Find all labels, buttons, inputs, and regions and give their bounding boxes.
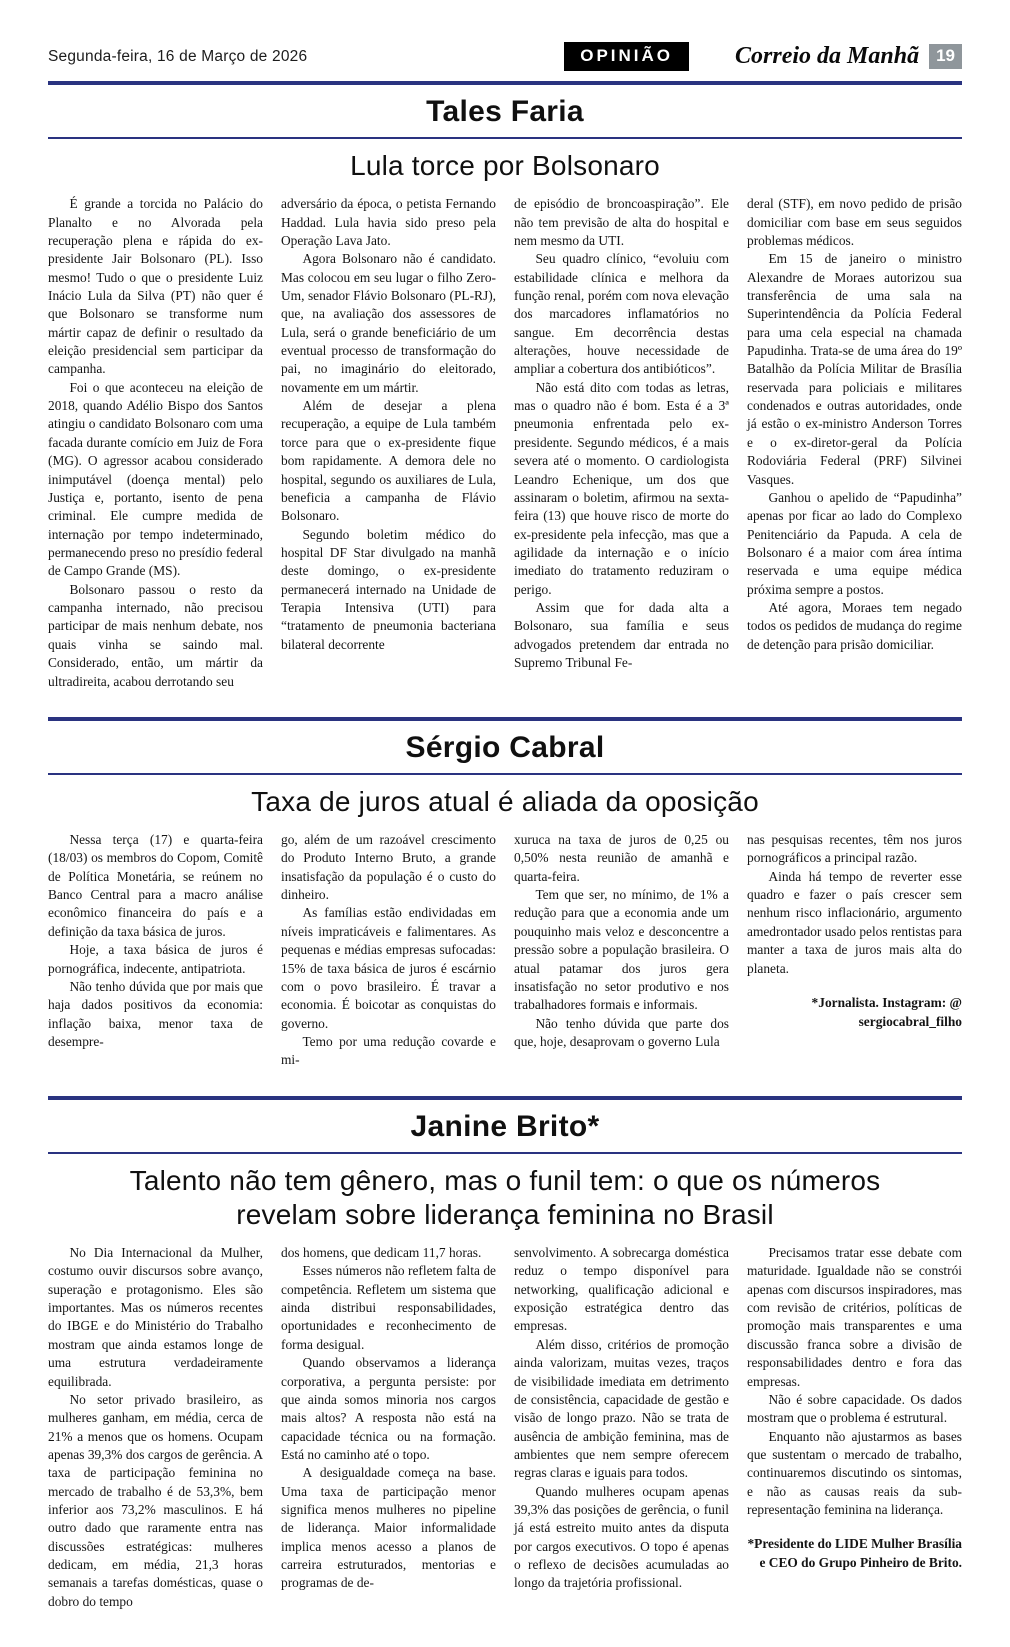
column-3 xyxy=(514,1244,729,1611)
article-author: Janine Brito* xyxy=(410,1109,600,1143)
article-byline: *Presidente do LIDE Mulher Brasília e CEO do Grupo Pinheiro de Brito. xyxy=(747,1536,962,1571)
masthead: Correio da Manhã xyxy=(735,43,920,69)
paragraph: Ainda há tempo de reverter esse quadro e fazer o país crescer sem nenhum risco inflacionário, argumento amedrontador usado pelos rentistas para manter a taxa de juros mais alta do planeta. xyxy=(747,868,962,976)
column-2 xyxy=(281,831,496,1070)
article-sergio-cabral xyxy=(48,717,962,1070)
divider-thick xyxy=(48,717,962,721)
paragraph: senvolvimento. A sobrecarga doméstica reduz o tempo disponível para networking, qualificação adicional e exposição estratégica dentro das empresas. xyxy=(514,1245,729,1334)
article-byline: *Jornalista. Instagram: @ sergiocabral_filho xyxy=(811,994,962,1029)
article-columns xyxy=(48,1244,962,1611)
paragraph: Foi o que aconteceu na eleição de 2018, quando Adélio Bispo dos Santos atingiu o candidato Bolsonaro com uma facada durante comício em Juiz de Fora (MG). O agressor acabou considerado inimputável (doença mental) pelo Justiça e, portanto, isento de pena criminal. Ele cumpre medida de internação por tempo indeterminado, permanecendo preso no presídio federal de Campo Grande (MS). xyxy=(48,379,263,579)
paragraph: Ganhou o apelido de “Papudinha” apenas por ficar ao lado do Complexo Penitenciário da Papuda. A cela de Bolsonaro é a maior com área íntima reservada e uma equipe médica próxima sempre a postos. xyxy=(747,489,962,597)
column-1 xyxy=(48,1244,263,1611)
paragraph: Quando mulheres ocupam apenas 39,3% das posições de gerência, o funil já está estreito muito antes da disputa por cargos executivos. O topo é apenas o reflexo de decisões acumuladas ao longo da trajetória profissional. xyxy=(514,1483,729,1591)
paragraph: É grande a torcida no Palácio do Planalto e no Alvorada pela recuperação plena e rápida do ex-presidente Jair Bolsonaro (PL). Isso mesmo! Tudo o que o presidente Luiz Inácio Lula da Silva (PT) não quer é que Bolsonaro se transforme num mártir capaz de definir o resultado da eleição presidencial sem participar da campanha. xyxy=(48,196,263,377)
paragraph: No setor privado brasileiro, as mulheres ganham, em média, cerca de 21% a menos que os homens. Ocupam apenas 39,3% dos cargos de gerência. A taxa de participação feminina no mercado de trabalho é de 53,3%, bem inferior aos 73,2% masculinos. E há outro dado que raramente entra nas discussões estratégicas: mulheres dedicam, em média, 21,3 horas semanais a tarefas domésticas, quase o dobro do tempo xyxy=(48,1391,263,1609)
article-headline: Talento não tem gênero, mas o funil tem: o que os números revelam sobre liderança feminina no Brasil xyxy=(129,1164,881,1230)
paragraph: de episódio de broncoaspiração”. Ele não tem previsão de alta do hospital e nem mesmo da UTI. xyxy=(514,196,729,248)
article-columns xyxy=(48,831,962,1070)
paragraph: go, além de um razoável crescimento do Produto Interno Bruto, a grande insatisfação da população é o custo do dinheiro. xyxy=(281,832,496,903)
paragraph: xuruca na taxa de juros de 0,25 ou 0,50% nesta reunião de amanhã e quarta-feira. xyxy=(514,832,729,884)
page-header xyxy=(48,38,962,81)
article-author: Sérgio Cabral xyxy=(405,730,605,764)
article-headline: Lula torce por Bolsonaro xyxy=(350,150,660,181)
paragraph: Quando observamos a liderança corporativa, a pergunta persiste: por que ainda somos minoria nos cargos mais altos? A resposta não está na capacidade técnica ou na formação. Está no caminho até o topo. xyxy=(281,1355,496,1462)
masthead-group xyxy=(735,43,962,70)
paragraph: Em 15 de janeiro o ministro Alexandre de Moraes autorizou sua transferência de uma sala na Superintendência da Polícia Federal para uma cela especial na chamada Papudinha. Trata-se de uma área do 19º Batalhão da Polícia Militar de Brasília reservada para policiais e militares condenados e outras autoridades, onde já estão o ex-ministro Anderson Torres e o ex-diretor-geral da Polícia Rodoviária Federal (PRF) Silvinei Vasques. xyxy=(747,251,962,487)
paragraph: A desigualdade começa na base. Uma taxa de participação menor significa menos mulheres no pipeline de liderança. Maior informalidade implica menos acesso a planos de carreira estruturados, mentorias e programas de de- xyxy=(281,1465,496,1591)
paragraph: Agora Bolsonaro não é candidato. Mas colocou em seu lugar o filho Zero-Um, senador Flávio Bolsonaro (PL-RJ), que, na avaliação dos assessores de Lula, será o grande beneficiário de um eventual processo de transformação do pai, no imaginário do eleitorado, novamente em um mártir. xyxy=(281,251,496,395)
column-4 xyxy=(747,1244,962,1611)
column-4-paragraphs xyxy=(747,1244,962,1519)
paragraph: Não tenho dúvida que por mais que haja dados positivos da economia: inflação baixa, menor taxa de desempre- xyxy=(48,978,263,1049)
divider-thin xyxy=(48,137,962,139)
column-4 xyxy=(747,195,962,691)
article-janine-brito xyxy=(48,1096,962,1612)
article-author: Tales Faria xyxy=(426,95,584,128)
divider-thick xyxy=(48,1096,962,1100)
paragraph: nas pesquisas recentes, têm nos juros pornográficos a principal razão. xyxy=(747,832,962,866)
paragraph: Esses números não refletem falta de competência. Refletem um sistema que ainda distribui responsabilidades, oportunidades e reconhecimento de forma desigual. xyxy=(281,1263,496,1352)
column-2 xyxy=(281,195,496,691)
paragraph: Temo por uma redução covarde e mi- xyxy=(281,1033,496,1068)
date-label: Segunda-feira, 16 de Março de 2026 xyxy=(48,47,308,65)
paragraph: Precisamos tratar esse debate com maturidade. Igualdade não se constrói apenas com discursos inspiradores, mas com revisão de critérios, políticas de promoção mais transparentes e uma discussão franca sobre a divisão de responsabilidades dentro e fora das empresas. xyxy=(747,1245,962,1389)
page-number-badge: 19 xyxy=(929,44,962,69)
divider-thick xyxy=(48,81,962,85)
column-3 xyxy=(514,195,729,691)
paragraph: deral (STF), em novo pedido de prisão domiciliar com base em seus seguidos problemas médicos. xyxy=(747,196,962,248)
paragraph: Hoje, a taxa básica de juros é pornográfica, indecente, antipatriota. xyxy=(48,942,263,976)
column-4 xyxy=(747,831,962,1070)
article-headline: Taxa de juros atual é aliada da oposição xyxy=(251,785,759,817)
paragraph: dos homens, que dedicam 11,7 horas. xyxy=(281,1245,482,1260)
paragraph: Seu quadro clínico, “evoluiu com estabilidade clínica e melhora da função renal, porém com nova elevação dos marcadores inflamatórios no sangue. Em decorrência destas alterações, houve necessidade de ampliar a cobertura dos antibióticos”. xyxy=(514,251,729,377)
column-1 xyxy=(48,195,263,691)
paragraph: No Dia Internacional da Mulher, costumo ouvir discursos sobre avanço, superação e protagonismo. Eles são importantes. Mas os números recentes do IBGE e do Ministério do Trabalho mostram que ainda estamos longe de uma estrutura verdadeiramente equilibrada. xyxy=(48,1245,263,1389)
paragraph: Tem que ser, no mínimo, de 1% a redução para que a economia ande um pouquinho mais veloz e desconcentre a pressão sobre a população brasileira. O atual patamar dos juros gera insatisfação no setor produtivo e nos trabalhadores formais e informais. xyxy=(514,887,729,1013)
paragraph: Nessa terça (17) e quarta-feira (18/03) os membros do Copom, Comitê de Política Monetária, se reúnem no Banco Central para a macro análise econômico financeira do país e a definição da taxa básica de juros. xyxy=(48,832,263,939)
column-1 xyxy=(48,831,263,1070)
paragraph: adversário da época, o petista Fernando Haddad. Lula havia sido preso pela Operação Lava Jato. xyxy=(281,196,496,248)
paragraph: Não tenho dúvida que parte dos que, hoje, desaprovam o governo Lula xyxy=(514,1015,729,1049)
paragraph: Não está dito com todas as letras, mas o quadro não é bom. Esta é a 3ª pneumonia enfrentada pelo ex-presidente. Segundo médicos, é a mais severa até o momento. O cardiologista Leandro Echenique, um dos que assinaram o boletim, afirmou na sexta-feira (13) que houve risco de morte do ex-presidente pela infecção, mas que a agilidade da internação e o início imediato do tratamento reduziram o perigo. xyxy=(514,379,729,597)
article-columns xyxy=(48,195,962,691)
paragraph: Bolsonaro passou o resto da campanha internado, não precisou participar de mais nenhum debate, nos quais vinha se saindo mal. Considerado, então, um mártir da ultradireita, acabou derrotando seu xyxy=(48,581,263,689)
paragraph: Segundo boletim médico do hospital DF Star divulgado na manhã deste domingo, o ex-presidente permanecerá internado na Unidade de Terapia Intensiva (UTI) para “tratamento de pneumonia bacteriana bilateral decorrente xyxy=(281,526,496,652)
divider-thin xyxy=(48,1152,962,1154)
paragraph: Não é sobre capacidade. Os dados mostram que o problema é estrutural. xyxy=(747,1391,962,1426)
article-tales-faria xyxy=(48,81,962,691)
paragraph: As famílias estão endividadas em níveis impraticáveis e falimentares. As pequenas e médias empresas sufocadas: 15% de taxa básica de juros é escárnio com o povo brasileiro. É travar a economia. É boicotar as conquistas do governo. xyxy=(281,905,496,1031)
paragraph: Enquanto não ajustarmos as bases que sustentam o mercado de trabalho, continuaremos discutindo os sintomas, e não as causas reais da sub-representação feminina na liderança. xyxy=(747,1428,962,1518)
paragraph: Além de desejar a plena recuperação, a equipe de Lula também torce para que o ex-presidente fique bom rapidamente. A demora dele no hospital, segundo os auxiliares de Lula, beneficia a campanha de Flávio Bolsonaro. xyxy=(281,398,496,524)
section-label: OPINIÃO xyxy=(564,42,689,71)
header-right-group xyxy=(564,42,962,71)
column-4-paragraphs xyxy=(747,831,962,978)
column-2 xyxy=(281,1244,496,1611)
paragraph: Assim que for dada alta a Bolsonaro, sua família e seus advogados pretendem dar entrada no Supremo Tribunal Fe- xyxy=(514,600,729,671)
paragraph: Até agora, Moraes tem negado todos os pedidos de mudança do regime de detenção para prisão domiciliar. xyxy=(747,600,962,652)
paragraph: Além disso, critérios de promoção ainda valorizam, muitas vezes, traços de visibilidade imediata em detrimento de consistência, capacidade de gestão e visão de longo prazo. Não se trata de ausência de ambição feminina, mas de ambientes que nem sempre oferecem regras claras e iguais para todos. xyxy=(514,1336,729,1481)
column-3 xyxy=(514,831,729,1070)
divider-thin xyxy=(48,773,962,775)
